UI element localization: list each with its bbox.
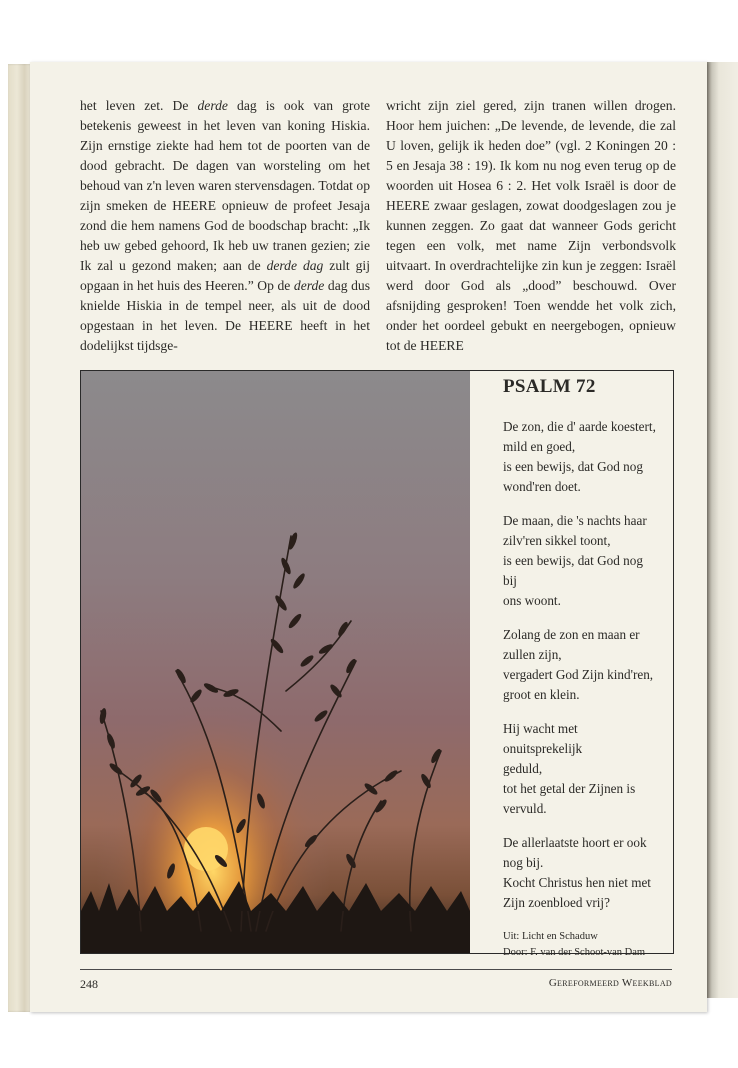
article-column-left [80, 96, 370, 356]
poem-stanza [503, 417, 659, 497]
poem-line: groot en klein. [503, 687, 580, 702]
poem-author: Door: F. van der Schoot-van Dam [503, 947, 646, 958]
text-run: zult gij opgaan in het huis des Heeren.” Op de [80, 258, 370, 293]
poem-line: zilv'ren sikkel toont, [503, 533, 611, 548]
poem-line: is een bewijs, dat God nog bij [503, 553, 643, 588]
poem-line: wond'ren doet. [503, 479, 581, 494]
poem-line: nog bij. [503, 855, 544, 870]
poem-line: is een bewijs, dat God nog [503, 459, 643, 474]
article-column-right [386, 96, 676, 356]
poem-line: geduld, [503, 761, 543, 776]
sunset-grass-photo [81, 371, 470, 953]
sunset-grass-illustration [81, 371, 470, 953]
poem-line: Hij wacht met onuitsprekelijk [503, 721, 583, 756]
text-run: dag dus knielde Hiskia in de tempel neer, als uit de dood opgestaan in het leven. De HEERE heeft in het dodelijkst tijdsge- [80, 278, 370, 353]
footer-rule [80, 969, 672, 970]
poem-line: Zijn zoenbloed vrij? [503, 895, 610, 910]
italic-emphasis: derde [293, 278, 325, 293]
poem-line: zullen zijn, [503, 647, 562, 662]
poem-stanza [503, 833, 659, 913]
text-run: dag is ook van grote betekenis geweest in het leven van koning Hiskia. Zijn ernstige ziekte had hem tot de poorten van de dood gebracht. De dagen van worsteling om het behoud van z'n leven waren stervensdagen. Totdat op zijn smeken de HEERE opnieuw de profeet Jesaja zond die hem namens God de boodschap bracht: „Ik heb uw gebed gehoord, Ik heb uw tranen gezien; zie Ik zal u gezond maken; aan de [80, 98, 371, 273]
poem-line: tot het getal der Zijnen is [503, 781, 636, 796]
poem-line: De zon, die d' aarde koestert, [503, 419, 656, 434]
article-paragraph-right [386, 96, 676, 356]
psalm-poem [487, 371, 673, 958]
poem-title: PSALM 72 [503, 376, 596, 397]
text-run: wricht zijn ziel gered, zijn tranen willen drogen. Hoor hem juichen: „De levende, de levende, die zal U loven, gelijk ik heden doe” (vgl. 2 Koningen 20 : 5 en Jesaja 38 : 19). Ik kom nu nog even terug op de woorden uit Hosea 6 : 2. Het volk Israël is door de HEERE zwaar geslagen, zowat doodgeslagen zou je kunnen zeggen. Zo gaat dat wanneer Gods gericht tegen een volk, met name Zijn verbondsvolk uitvaart. In overdrachtelijke zin kun je zeggen: Israël werd door God als „dood” beschouwd. Over afsnijding gesproken! Toen wendde het volk zich, onder het oordeel gebukt en neergebogen, opnieuw tot de HEERE [386, 98, 676, 353]
poem-line: ons woont. [503, 593, 561, 608]
publication-name: Gereformeerd Weekblad [548, 977, 672, 989]
poem-credits [503, 929, 659, 961]
article-paragraph-left [80, 96, 370, 356]
poem-source: Uit: Licht en Schaduw [503, 931, 598, 942]
psalm-feature-box [80, 370, 674, 958]
text-run: het leven zet. De [80, 98, 198, 113]
poem-stanzas [503, 417, 659, 913]
poem-stanza [503, 511, 659, 611]
poem-line: mild en goed, [503, 439, 576, 454]
next-page-edge [707, 62, 738, 998]
poem-line: vervuld. [503, 801, 547, 816]
poem-line: Zolang de zon en maan er [503, 627, 640, 642]
poem-line: Kocht Christus hen niet met [503, 875, 651, 890]
page-number: 248 [80, 977, 98, 991]
italic-emphasis: derde [197, 98, 228, 113]
poem-line: De allerlaatste hoort er ook [503, 835, 647, 850]
italic-emphasis: derde dag [266, 258, 324, 273]
poem-line: vergadert God Zijn kind'ren, [503, 667, 654, 682]
poem-stanza [503, 719, 659, 819]
poem-stanza [503, 625, 659, 705]
poem-line: De maan, die 's nachts haar [503, 513, 647, 528]
